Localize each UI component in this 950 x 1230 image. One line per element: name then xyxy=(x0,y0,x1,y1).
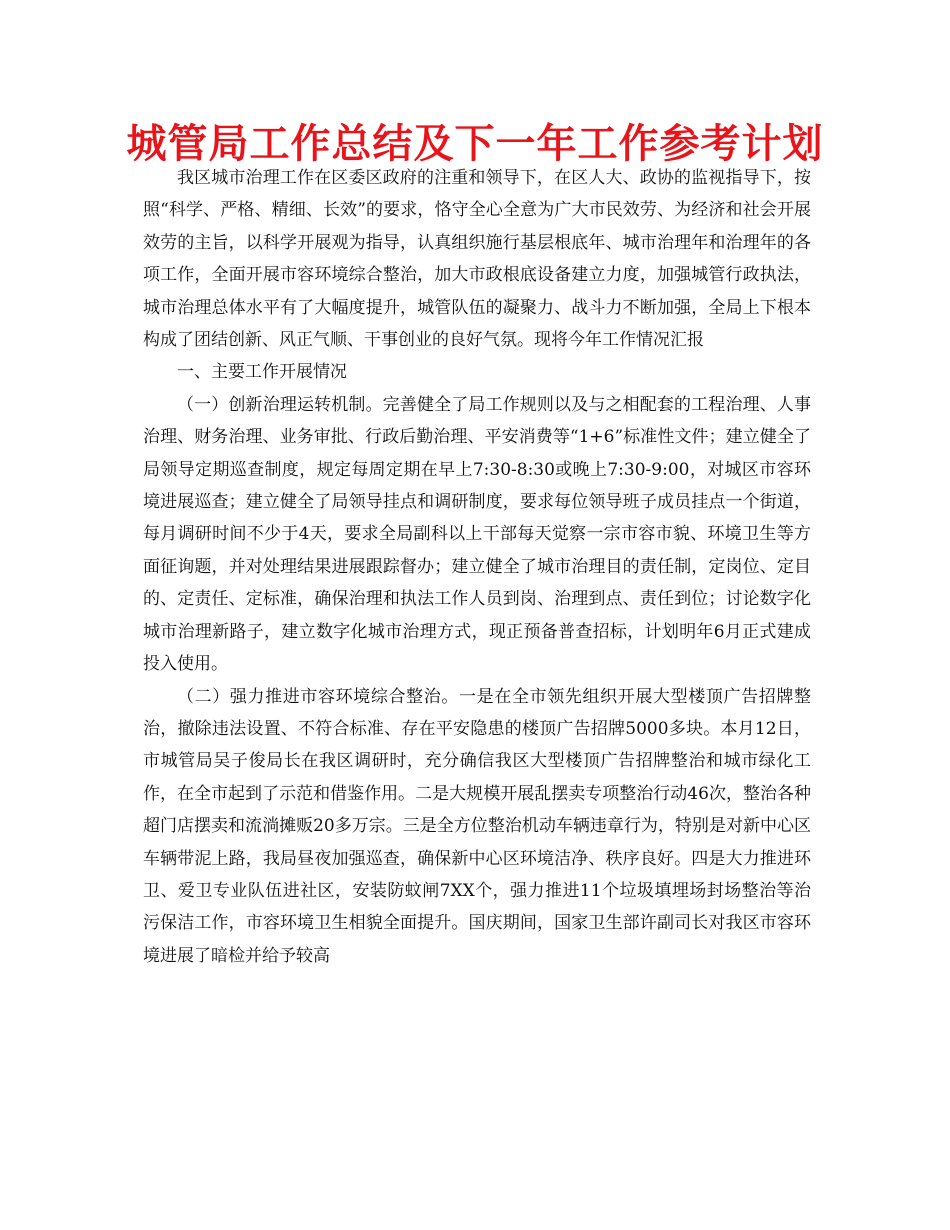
document-title: 城管局工作总结及下一年工作参考计划 xyxy=(126,121,824,167)
section-heading-main-work: 一、主要工作开展情况 xyxy=(177,362,347,383)
document-body xyxy=(143,162,811,972)
paragraph-intro: 我区城市治理工作在区委区政府的注重和领导下，在区人大、政协的监视指导下，按照“科学、严格、精细、长效”的要求，恪守全心全意为广大市民效劳、为经济和社会开展效劳的主旨，以科学开展观为指导，认真组织施行基层根底年、城市治理年和治理年的各项工作，全面开展市容环境综合整治，加大市政根底设备建立力度，加强城管行政执法，城市治理总体水平有了大幅度提升，城管队伍的凝聚力、战斗力不断加强，全局上下根本构成了团结创新、风正气顺、干事创业的良好气氛。现将今年工作情况汇报 xyxy=(143,168,811,351)
paragraph-management-mechanism: （一）创新治理运转机制。完善健全了局工作规则以及与之相配套的工程治理、人事治理、财务治理、业务审批、行政后勤治理、平安消费等“1+6”标准性文件；建立健全了局领导定期巡查制度，规定每周定期在早上7:30-8:30或晚上7:30-9:00，对城区市容环境进展巡查；建立健全了局领导挂点和调研制度，要求每位领导班子成员挂点一个街道，每月调研时间不少于4天，要求全局副科以上干部每天觉察一宗市容市貌、环境卫生等方面征询题，并对处理结果进展跟踪督办；建立健全了城市治理目的责任制，定岗位、定目的、定责任、定标准，确保治理和执法工作人员到岗、治理到点、责任到位；讨论数字化城市治理新路子，建立数字化城市治理方式，现正预备普查招标，计划明年6月正式建成投入使用。 xyxy=(143,394,811,675)
paragraph-environment-rectification: （二）强力推进市容环境综合整治。一是在全市领先组织开展大型楼顶广告招牌整治，撤除违法设置、不符合标准、存在平安隐患的楼顶广告招牌5000多块。本月12日，市城管局吴子俊局长在我区调研时，充分确信我区大型楼顶广告招牌整治和城市绿化工作，在全市起到了示范和借鉴作用。二是大规模开展乱摆卖专项整治行动46次，整治各种超门店摆卖和流淌摊贩20多万宗。三是全方位整治机动车辆违章行为，特别是对新中心区车辆带泥上路，我局昼夜加强巡查，确保新中心区环境洁净、秩序良好。四是大力推进环卫、爱卫专业队伍进社区，安装防蚊闸7XX个，强力推进11个垃圾填埋场封场整治等治污保洁工作，市容环境卫生相貌全面提升。国庆期间，国家卫生部许副司长对我区市容环境进展了暗检并给予较高 xyxy=(143,686,811,966)
